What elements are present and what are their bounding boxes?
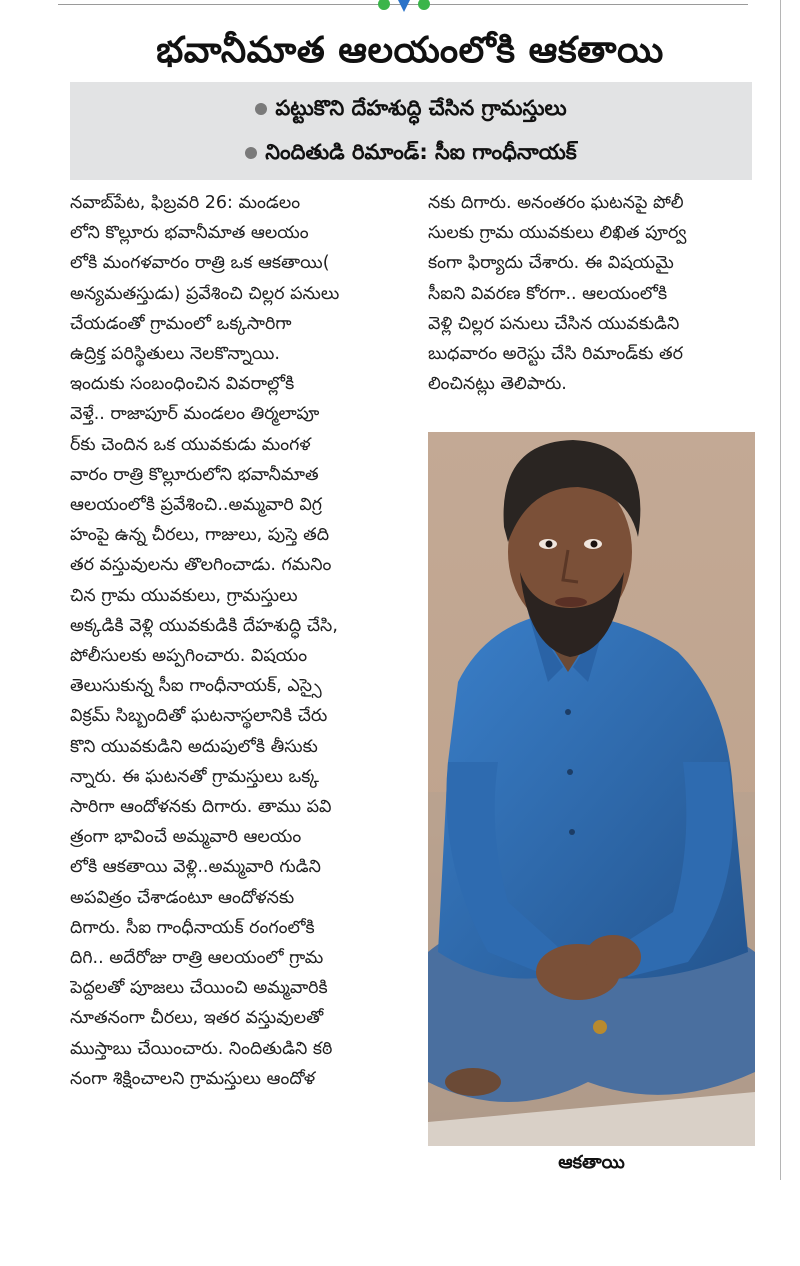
subhead-1 xyxy=(70,96,752,126)
body-line: సీఐని వివరణ కోరగా.. ఆలయంలోకి xyxy=(428,283,668,304)
body-line: దిగి.. అదేరోజు రాత్రి ఆలయంలో గ్రామ xyxy=(70,948,324,969)
body-line: ఆలయంలోకి ప్రవేశించి..అమ్మవారి విగ్ర xyxy=(70,495,323,516)
body-line: పెద్దలతో పూజలు చేయించి అమ్మవారికి xyxy=(70,978,328,999)
body-line: త్రంగా భావించే అమ్మవారి ఆలయం xyxy=(70,827,302,848)
photo-caption: ఆకతాయి xyxy=(558,1152,625,1173)
body-line: బుధవారం అరెస్టు చేసి రిమాండ్‌కు తర xyxy=(428,344,683,365)
column-rule xyxy=(780,0,781,1180)
body-line: సులకు గ్రామ యువకులు లిఖిత పూర్వ xyxy=(428,223,687,244)
bullet-icon xyxy=(245,147,257,159)
article-body-right xyxy=(428,188,754,399)
body-line: నూతనంగా చీరలు, ఇతర వస్తువులతో xyxy=(70,1008,324,1029)
subhead-2-text: నిందితుడి రిమాండ్: సీఐ గాంధీనాయక్ xyxy=(265,140,577,164)
body-line: నవాబ్‌పేట, ఫిబ్రవరి 26: మండలం xyxy=(70,193,301,213)
body-line: సారిగా ఆందోళనకు దిగారు. తాము పవి xyxy=(70,797,332,818)
body-line: వెళ్తే.. రాజాపూర్ మండలం తిర్మలాపూ xyxy=(70,404,320,425)
body-line: చిన గ్రామ యువకులు, గ్రామస్తులు xyxy=(70,585,298,606)
body-line: హంపై ఉన్న చీరలు, గాజులు, పుస్తె తది xyxy=(70,525,330,546)
headline: భవానీమాత ఆలయంలోకి ఆకతాయి xyxy=(156,30,664,71)
news-photo xyxy=(428,432,755,1146)
body-line: విక్రమ్ సిబ్బందితో ఘటనాస్థలానికి చేరు xyxy=(70,706,328,727)
body-line: ర్‌కు చెందిన ఒక యువకుడు మంగళ xyxy=(70,434,311,455)
body-line: వెళ్లి చిల్లర పనులు చేసిన యువకుడిని xyxy=(428,313,680,334)
body-line: కొని యువకుడిని అదుపులోకి తీసుకు xyxy=(70,736,318,757)
body-line: అక్కడికి వెళ్లి యువకుడికి దేహశుద్ధి చేసి, xyxy=(70,615,338,636)
body-line: నకు దిగారు. అనంతరం ఘటనపై పోలీ xyxy=(428,193,684,213)
subhead-2 xyxy=(70,140,752,170)
body-line: వారం రాత్రి కొల్లూరులోని భవానీమాత xyxy=(70,464,319,485)
body-line: లించినట్లు తెలిపారు. xyxy=(428,374,567,395)
masthead-logo-icon xyxy=(348,0,458,16)
body-line: తెలుసుకున్న సీఐ గాంధీనాయక్, ఎస్సై xyxy=(70,676,322,697)
subhead-1-text: పట్టుకొని దేహశుద్ధి చేసిన గ్రామస్తులు xyxy=(275,96,567,120)
body-line: చేయడంతో గ్రామంలో ఒక్కసారిగా xyxy=(70,313,292,334)
body-line: నంగా శిక్షించాలని గ్రామస్తులు ఆందోళ xyxy=(70,1068,316,1089)
body-line: పోలీసులకు అప్పగించారు. విషయం xyxy=(70,646,308,667)
body-line: కంగా ఫిర్యాదు చేశారు. ఈ విషయమై xyxy=(428,253,674,274)
body-line: లోని కొల్లూరు భవానీమాత ఆలయం xyxy=(70,223,309,244)
body-line: అపవిత్రం చేశాడంటూ ఆందోళనకు xyxy=(70,887,295,908)
accused-man-photo xyxy=(428,432,755,1146)
body-line: న్నారు. ఈ ఘటనతో గ్రామస్తులు ఒక్క xyxy=(70,766,319,787)
body-line: లోకి ఆకతాయి వెళ్లి..అమ్మవారి గుడిని xyxy=(70,857,321,878)
article-body-left xyxy=(70,188,396,1094)
body-line: లోకి మంగళవారం రాత్రి ఒక ఆకతాయి( xyxy=(70,253,330,274)
body-line: తర వస్తువులను తొలగించాడు. గమనిం xyxy=(70,555,332,576)
bullet-icon xyxy=(255,103,267,115)
body-line: ముస్తాబు చేయించారు. నిందితుడిని కఠి xyxy=(70,1038,333,1059)
body-line: అన్యమతస్తుడు) ప్రవేశించి చిల్లర పనులు xyxy=(70,283,340,304)
body-line: ఇందుకు సంబంధించిన వివరాల్లోకి xyxy=(70,374,295,395)
body-line: దిగారు. సీఐ గాంధీనాయక్ రంగంలోకి xyxy=(70,917,315,938)
body-line: ఉద్రిక్త పరిస్థితులు నెలకొన్నాయి. xyxy=(70,344,280,365)
subhead-box xyxy=(70,82,752,180)
